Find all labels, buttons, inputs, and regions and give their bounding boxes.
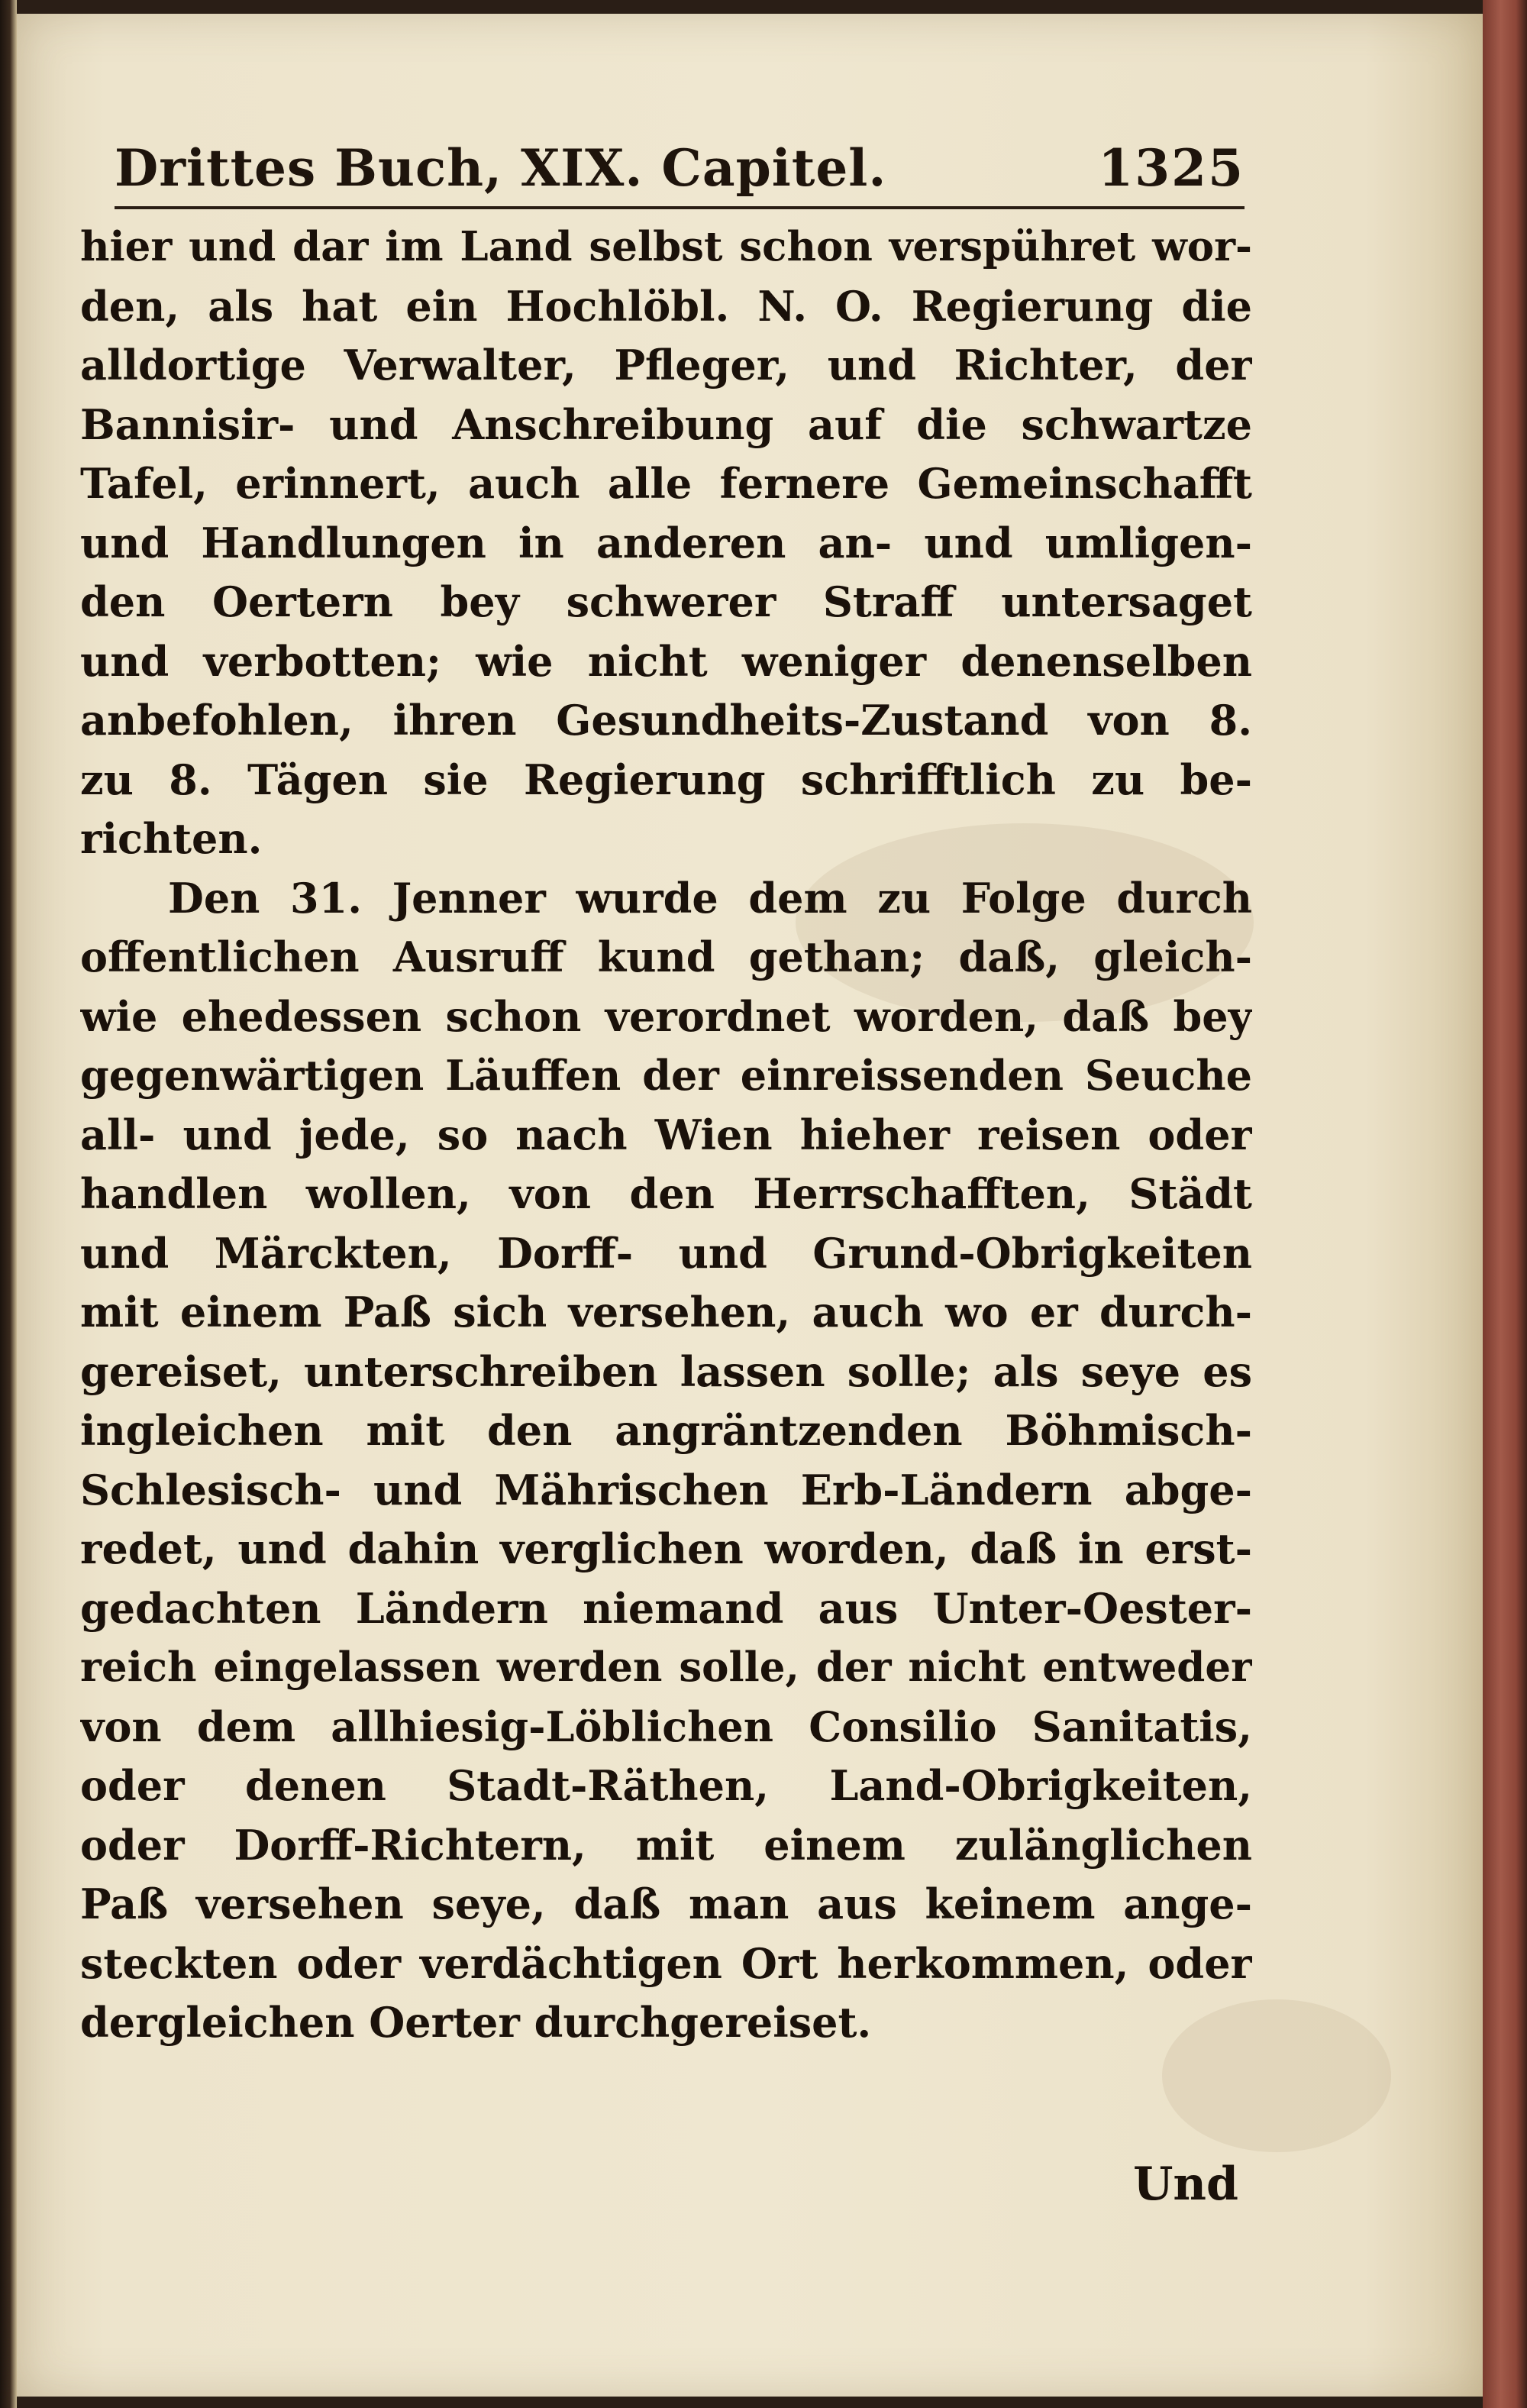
text-line: handlen wollen, von den Herrschafften, Städt — [80, 1169, 1252, 1218]
text-line: offentlichen Ausruff kund gethan; daß, gleich- — [80, 932, 1252, 981]
running-head — [115, 134, 1245, 202]
body-text — [80, 218, 1252, 2053]
text-line: hier und dar im Land selbst schon verspühret wor- — [80, 223, 1252, 270]
text-line: oder Dorff-Richtern, mit einem zulänglichen — [80, 1820, 1252, 1870]
text-line: Paß versehen seye, daß man aus keinem ange- — [80, 1880, 1252, 1928]
catchword: Und — [1133, 2158, 1238, 2211]
text-line: Tafel, erinnert, auch alle fernere Gemeinschafft — [80, 459, 1252, 508]
page-number: 1325 — [1098, 138, 1245, 198]
text-line: reich eingelassen werden solle, der nicht entweder — [80, 1644, 1252, 1691]
text-line: gereiset, unterschreiben lassen solle; als seye es — [80, 1346, 1252, 1396]
text-line: Bannisir- und Anschreibung auf die schwartze — [80, 399, 1252, 449]
text-line: all- und jede, so nach Wien hieher reisen oder — [80, 1110, 1252, 1159]
header-rule — [115, 206, 1245, 209]
paragraph — [80, 218, 1252, 869]
text-line: und verbotten; wie nicht weniger denenselben — [80, 636, 1252, 686]
text-line: alldortige Verwalter, Pfleger, und Richter, der — [80, 341, 1252, 389]
text-line: richten. — [80, 814, 263, 863]
paragraph — [80, 869, 1252, 2053]
book-gutter-edge — [0, 0, 17, 2408]
text-line: und Handlungen in anderen an- und umligen- — [80, 518, 1252, 567]
text-line: und Märckten, Dorff- und Grund-Obrigkeiten — [80, 1228, 1252, 1278]
text-line: redet, und dahin verglichen worden, daß in erst- — [80, 1524, 1252, 1573]
text-line: steckten oder verdächtigen Ort herkommen, oder — [80, 1938, 1252, 1988]
text-line: dergleichen Oerter durchgereiset. — [80, 1998, 872, 2047]
text-line: Den 31. Jenner wurde dem zu Folge durch — [168, 873, 1252, 923]
red-page-edge — [1483, 0, 1527, 2408]
running-head-title: Drittes Buch, XIX. Capitel. — [115, 138, 887, 198]
text-line: ingleichen mit den angräntzenden Böhmisch- — [80, 1406, 1252, 1455]
text-line: gegenwärtigen Läuffen der einreissenden Seuche — [80, 1051, 1252, 1100]
text-line: oder denen Stadt-Räthen, Land-Obrigkeiten, — [80, 1761, 1252, 1810]
text-line: gedachten Ländern niemand aus Unter-Oester- — [80, 1583, 1252, 1633]
text-line: mit einem Paß sich versehen, auch wo er durch- — [80, 1288, 1252, 1337]
text-line: zu 8. Tägen sie Regierung schrifftlich zu be- — [80, 755, 1252, 804]
text-line: anbefohlen, ihren Gesundheits-Zustand von 8. — [80, 696, 1252, 745]
text-line: von dem allhiesig-Löblichen Consilio Sanitatis, — [80, 1702, 1252, 1751]
text-line: Schlesisch- und Mährischen Erb-Ländern abge- — [80, 1465, 1252, 1514]
text-line: den, als hat ein Hochlöbl. N. O. Regierung die — [80, 281, 1252, 331]
text-line: den Oertern bey schwerer Straff untersaget — [80, 577, 1252, 626]
text-line: wie ehedessen schon verordnet worden, daß bey — [80, 991, 1252, 1041]
